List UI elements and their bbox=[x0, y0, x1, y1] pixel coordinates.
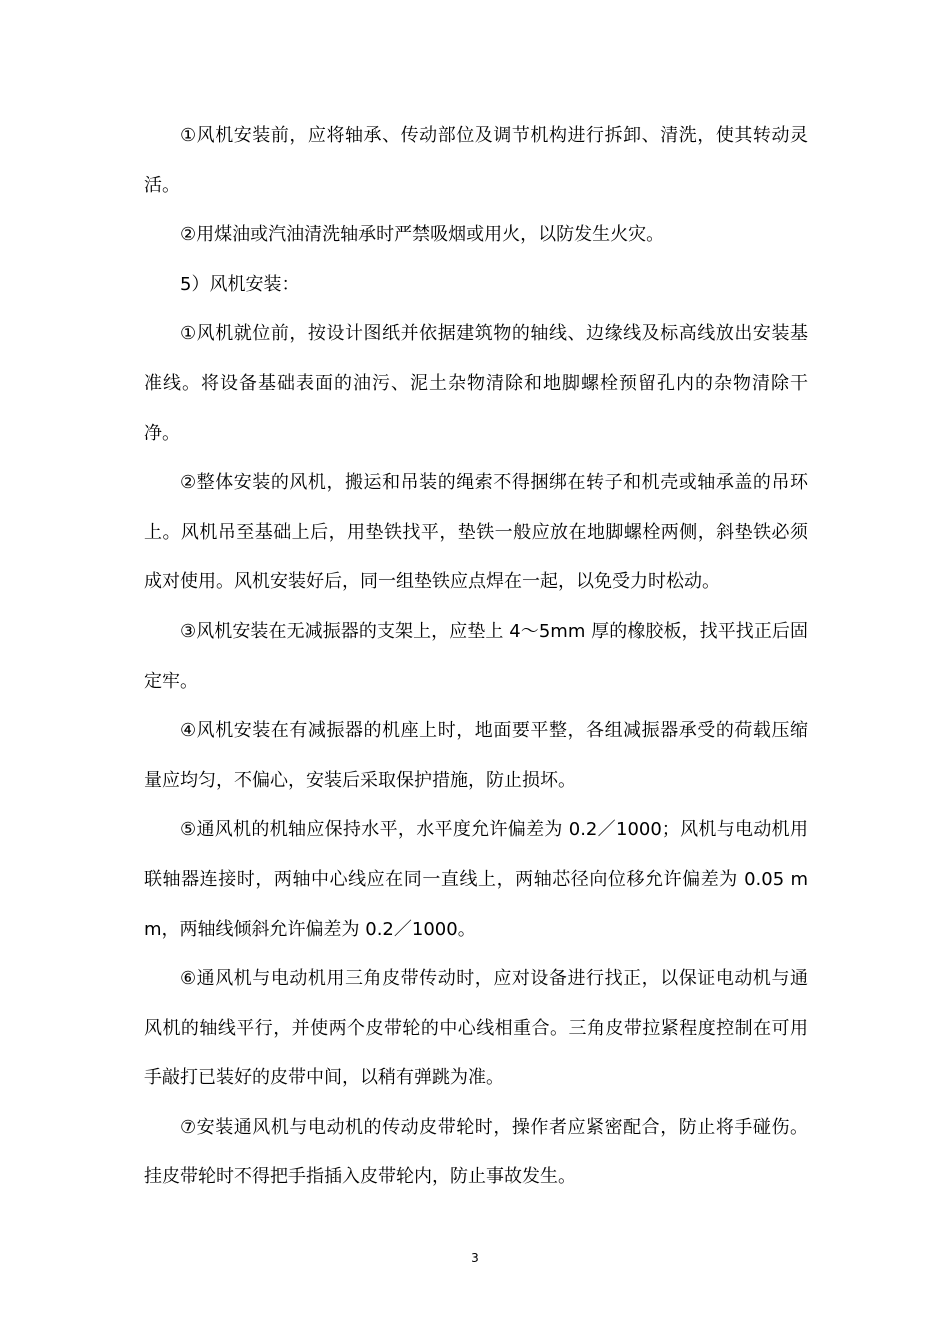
page-number: 3 bbox=[471, 1251, 479, 1265]
paragraph-8: ⑥通风机与电动机用三角皮带传动时，应对设备进行找正，以保证电动机与通风机的轴线平行，并使两个皮带轮的中心线相重合。三角皮带拉紧程度控制在可用手敲打已装好的皮带中间，以稍有弹跳为准。 bbox=[144, 968, 808, 1089]
paragraph-2: ②用煤油或汽油清洗轴承时严禁吸烟或用火，以防发生火灾。 bbox=[180, 224, 665, 246]
paragraph-9: ⑦安装通风机与电动机的传动皮带轮时，操作者应紧密配合，防止将手碰伤。挂皮带轮时不得把手指插入皮带轮内，防止事故发生。 bbox=[144, 1116, 808, 1188]
document-body bbox=[144, 111, 808, 1202]
paragraph-1: ①风机安装前，应将轴承、传动部位及调节机构进行拆卸、清洗，使其转动灵活。 bbox=[144, 125, 808, 196]
paragraph-7: ⑤通风机的机轴应保持水平，水平度允许偏差为 0.2／1000；风机与电动机用联轴器连接时，两轴中心线应在同一直线上，两轴芯径向位移允许偏差为 0.05 mm，两轴线倾斜允许偏差为 0.2／1000。 bbox=[144, 819, 808, 940]
paragraph-4: ②整体安装的风机，搬运和吊装的绳索不得捆绑在转子和机壳或轴承盖的吊环上。风机吊至基础上后，用垫铁找平，垫铁一般应放在地脚螺栓两侧，斜垫铁必须成对使用。风机安装好后，同一组垫铁应点焊在一起，以免受力时松动。 bbox=[144, 472, 808, 593]
paragraph-3: ①风机就位前，按设计图纸并依据建筑物的轴线、边缘线及标高线放出安装基准线。将设备基础表面的油污、泥土杂物清除和地脚螺栓预留孔内的杂物清除干净。 bbox=[144, 323, 808, 444]
paragraph-5: ③风机安装在无减振器的支架上，应垫上 4～5mm 厚的橡胶板，找平找正后固定牢。 bbox=[144, 620, 808, 692]
section-heading: 5）风机安装： bbox=[180, 273, 300, 295]
paragraph-6: ④风机安装在有减振器的机座上时，地面要平整，各组减振器承受的荷载压缩量应均匀，不偏心，安装后采取保护措施，防止损坏。 bbox=[144, 720, 808, 791]
